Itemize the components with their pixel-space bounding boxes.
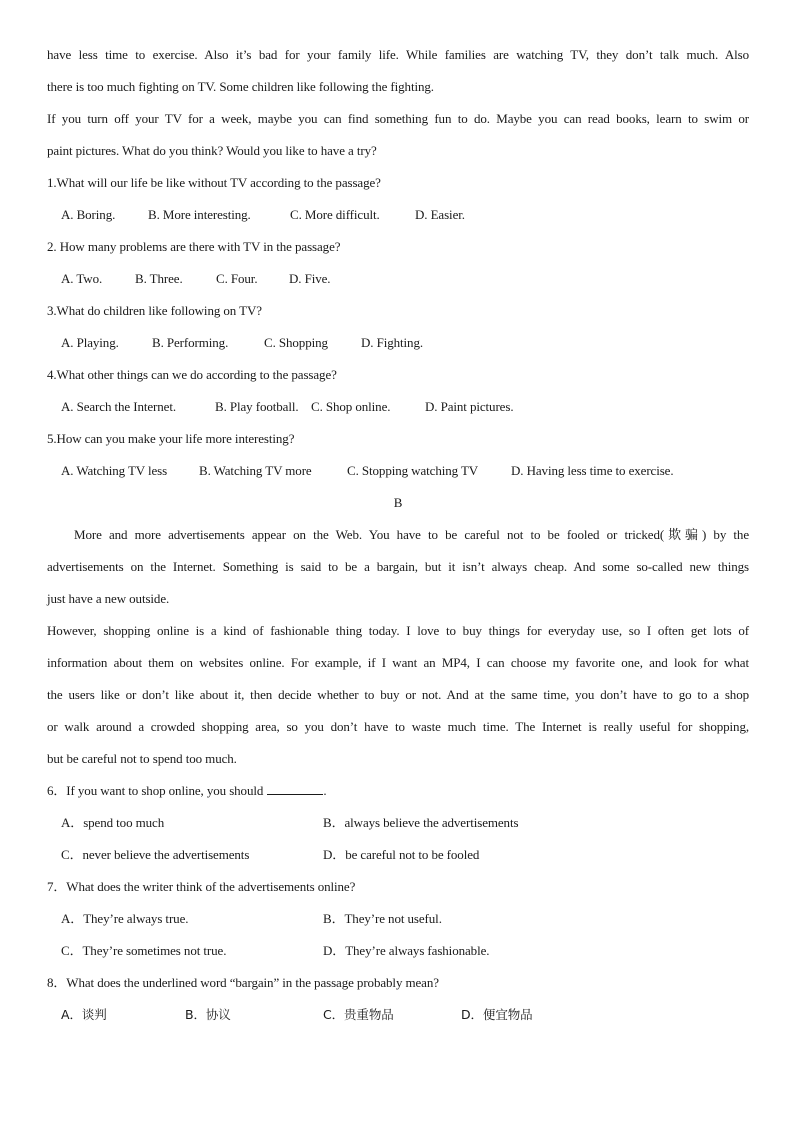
option-c[interactable]: C．They’re sometimes not true. [61,943,227,958]
option-a[interactable]: A. Boring. [61,207,116,222]
option-d[interactable]: D. Having less time to exercise. [511,463,674,478]
option-b[interactable]: B. Watching TV more [199,463,312,478]
option-b[interactable]: B. Play football. [215,399,299,414]
question-6-options-row1 [47,812,749,844]
passage-line: More and more advertisements appear on the Web. You have to be careful not to be fooled or tricked(欺骗) by the [74,527,749,542]
option-d[interactable]: D. Paint pictures. [425,399,514,414]
option-a[interactable]: A. Search the Internet. [61,399,177,414]
option-b[interactable]: B．They’re not useful. [323,911,442,926]
option-d[interactable]: D．be careful not to be fooled [323,847,480,862]
option-a[interactable]: A．They’re always true. [61,911,189,926]
question-5: 5.How can you make your life more interesting? [47,431,295,446]
passage-line: have less time to exercise. Also it’s bad for your family life. While families are watching TV, they don’t talk much. Also [47,47,749,62]
option-c[interactable]: C. Stopping watching TV [347,463,479,478]
question-1-options [47,204,749,236]
passage-line: information about them on websites online. For example, if I want an MP4, I can choose my favorite one, and look for what [47,655,749,670]
option-b[interactable]: B. Three. [135,271,183,286]
question-2: 2. How many problems are there with TV in the passage? [47,239,341,254]
option-c[interactable]: C. Shopping [264,335,328,350]
exam-page [47,44,749,1036]
option-a[interactable]: A．谈判 [61,1007,107,1022]
option-c[interactable]: C．贵重物品 [323,1007,394,1022]
question-3-options [47,332,749,364]
passage-line: paint pictures. What do you think? Would you like to have a try? [47,143,377,158]
option-d[interactable]: D. Fighting. [361,335,424,350]
option-c[interactable]: C. More difficult. [290,207,380,222]
question-5-options [47,460,749,492]
option-c[interactable]: C．never believe the advertisements [61,847,250,862]
section-heading: B [393,495,403,510]
question-7-options-row2 [47,940,749,972]
passage-line: just have a new outside. [47,591,170,606]
option-d[interactable]: D．They’re always fashionable. [323,943,490,958]
question-7: 7．What does the writer think of the advertisements online? [47,879,356,894]
question-6 [47,780,749,812]
question-3: 3.What do children like following on TV? [47,303,262,318]
question-4-options [47,396,749,428]
option-a[interactable]: A. Two. [61,271,103,286]
option-d[interactable]: D. Easier. [415,207,465,222]
question-1: 1.What will our life be like without TV according to the passage? [47,175,381,190]
question-2-options [47,268,749,300]
question-6-text: 6．If you want to shop online, you should [47,783,264,798]
option-b[interactable]: B．always believe the advertisements [323,815,519,830]
passage-line: there is too much fighting on TV. Some children like following the fighting. [47,79,434,94]
passage-line: the users like or don’t like about it, then decide whether to buy or not. And at the same time, you don’t have to go to a shop [47,687,749,702]
option-b[interactable]: B. More interesting. [148,207,251,222]
answer-blank[interactable] [267,780,323,795]
option-b[interactable]: B. Performing. [152,335,229,350]
passage-line: advertisements on the Internet. Something is said to be a bargain, but it isn’t always cheap. And some so-called new things [47,559,749,574]
passage-line: or walk around a crowded shopping area, so you don’t have to waste much time. The Internet is really useful for shopping, [47,719,749,734]
passage-line: However, shopping online is a kind of fashionable thing today. I love to buy things for everyday use, so I often get lots of [47,623,749,638]
question-7-options-row1 [47,908,749,940]
option-d[interactable]: D. Five. [289,271,331,286]
question-4: 4.What other things can we do according to the passage? [47,367,337,382]
option-c[interactable]: C. Shop online. [311,399,391,414]
question-6-options-row2 [47,844,749,876]
option-c[interactable]: C. Four. [216,271,258,286]
option-d[interactable]: D．便宜物品 [461,1007,533,1022]
question-8: 8．What does the underlined word “bargain” in the passage probably mean? [47,975,439,990]
question-8-options [47,1004,749,1036]
question-6-end: . [323,783,327,798]
passage-line: but be careful not to spend too much. [47,751,237,766]
passage-line: If you turn off your TV for a week, maybe you can find something fun to do. Maybe you can read books, learn to swim or [47,111,749,126]
option-b[interactable]: B．协议 [185,1007,231,1022]
option-a[interactable]: A．spend too much [61,815,165,830]
option-a[interactable]: A. Watching TV less [61,463,168,478]
option-a[interactable]: A. Playing. [61,335,119,350]
